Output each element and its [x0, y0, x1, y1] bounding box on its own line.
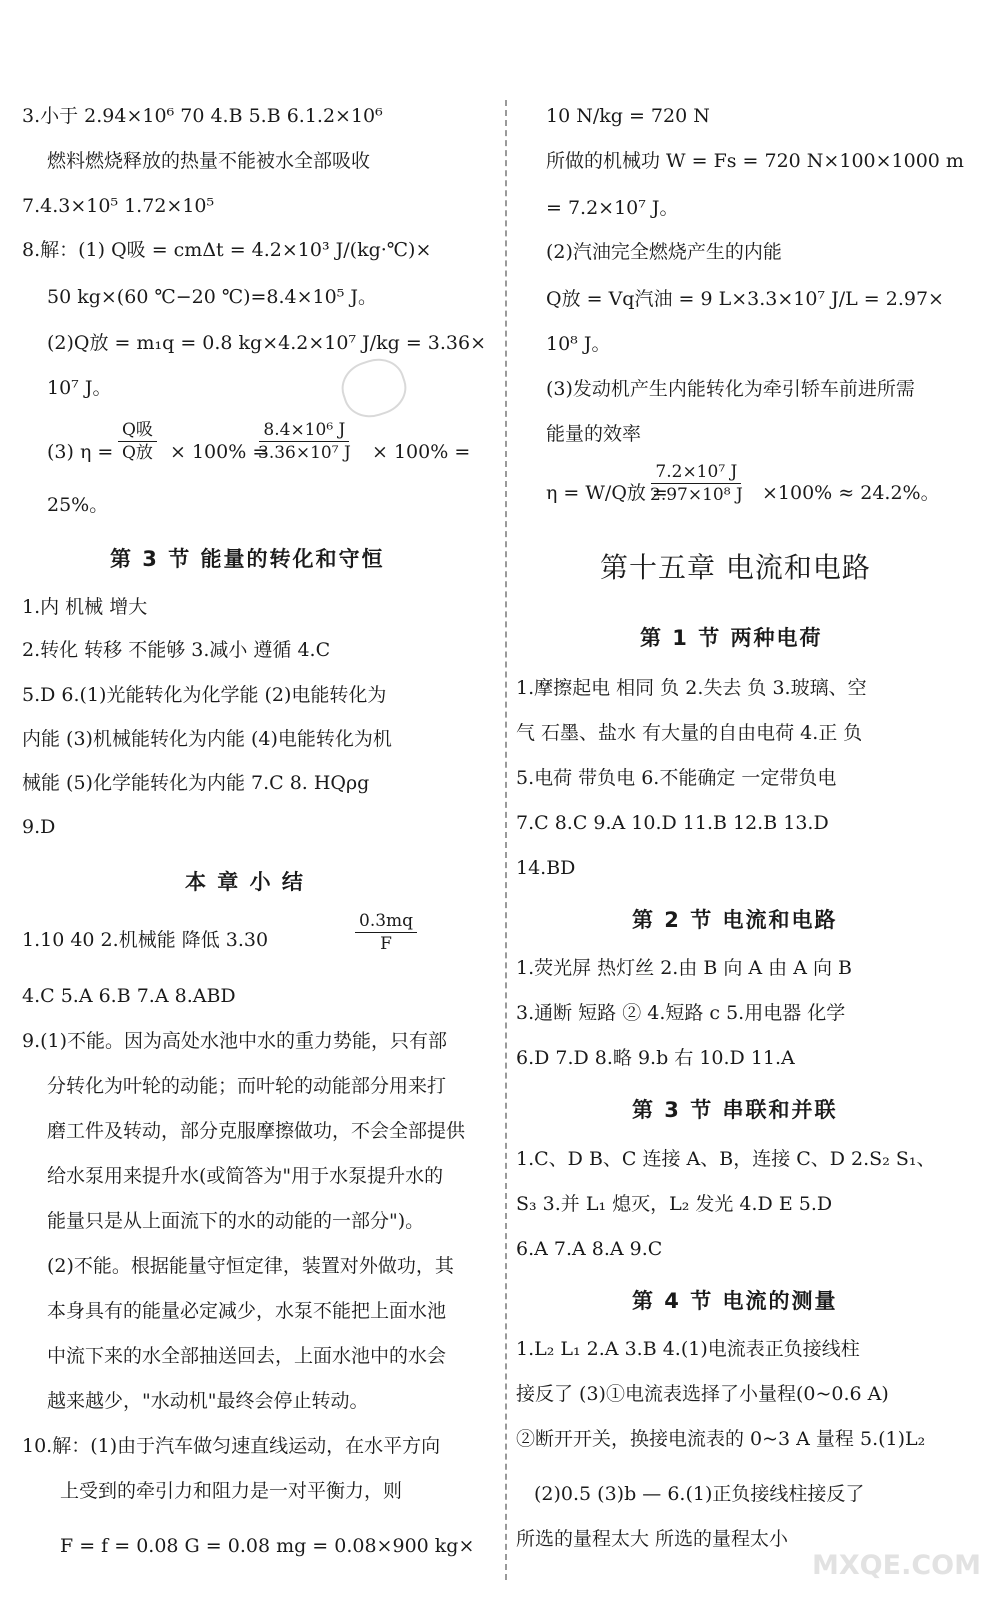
answer-line: 10⁷ J。 [47, 377, 112, 399]
answer-line: 1.荧光屏 热灯丝 2.由 B 向 A 由 A 向 B [516, 957, 852, 979]
formula-tail: × 100% = [372, 441, 471, 463]
fraction-efficiency [650, 462, 743, 505]
answer-line: (2)Q放 = m₁q = 0.8 kg×4.2×10⁷ J/kg = 3.36× [47, 332, 487, 354]
answer-line: 能量只是从上面流下的水的动能的一部分")。 [47, 1210, 425, 1232]
answer-line: 1.10 40 2.机械能 降低 3.30 [22, 929, 269, 951]
fraction-denominator: 3.36×10⁷ J [258, 443, 351, 463]
answer-line: S₃ 3.并 L₁ 熄灭，L₂ 发光 4.D E 5.D [516, 1193, 833, 1215]
section-title: 第 3 节 能量的转化和守恒 [110, 547, 385, 571]
answer-line: Q放 = Vq汽油 = 9 L×3.3×10⁷ J/L = 2.97× [546, 288, 944, 310]
fraction-denominator: F [380, 934, 392, 954]
answer-line: 内能 (3)机械能转化为内能 (4)电能转化为机 [22, 728, 392, 750]
answer-line: 接反了 (3)①电流表选择了小量程(0~0.6 A) [516, 1383, 889, 1405]
answer-line: F = f = 0.08 G = 0.08 mg = 0.08×900 kg× [60, 1535, 475, 1557]
answer-line: 6.D 7.D 8.略 9.b 右 10.D 11.A [516, 1047, 795, 1069]
answer-line: 10.解：(1)由于汽车做匀速直线运动，在水平方向 [22, 1435, 441, 1457]
answer-line: 2.转化 转移 不能够 3.减小 遵循 4.C [22, 639, 331, 661]
answer-line: 1.摩擦起电 相同 负 2.失去 负 3.玻璃、空 [516, 677, 867, 699]
section-title: 第 1 节 两种电荷 [640, 626, 823, 650]
fraction-numerator: 0.3mq [355, 911, 417, 933]
answer-line: (2)汽油完全燃烧产生的内能 [546, 241, 782, 263]
answer-line: 10 N/kg = 720 N [546, 105, 710, 127]
section-title: 第 2 节 电流和电路 [632, 908, 838, 932]
answer-line: 1.内 机械 增大 [22, 596, 148, 618]
answer-line: 越来越少，"水动机"最终会停止转动。 [47, 1390, 369, 1412]
answer-line: 7.4.3×10⁵ 1.72×10⁵ [22, 195, 215, 217]
summary-title: 本 章 小 结 [185, 870, 305, 894]
right-column [512, 0, 996, 1600]
section-title: 第 4 节 电流的测量 [632, 1289, 838, 1313]
watermark-logo [812, 1530, 981, 1588]
answer-line: (2)不能。根据能量守恒定律，装置对外做功，其 [47, 1255, 454, 1277]
answer-line: = 7.2×10⁷ J。 [546, 197, 679, 219]
formula-mid: × 100% = [170, 441, 269, 463]
answer-line: 1.C、D B、C 连接 A、B，连接 C、D 2.S₂ S₁、 [516, 1148, 936, 1170]
fraction-values [258, 420, 351, 463]
answer-line: 所选的量程太大 所选的量程太小 [516, 1528, 789, 1550]
answer-line: 所做的机械功 W = Fs = 720 N×100×1000 m [546, 150, 964, 172]
answer-line: 9.D [22, 816, 56, 838]
fraction-numerator: 7.2×10⁷ J [651, 462, 741, 484]
watermark-text: MXQE.COM [812, 1550, 981, 1581]
column-divider [505, 100, 507, 1580]
answer-line: 械能 (5)化学能转化为内能 7.C 8. HQρg [22, 772, 370, 794]
answer-line: 气 石墨、盐水 有大量的自由电荷 4.正 负 [516, 722, 863, 744]
answer-line: 能量的效率 [546, 423, 642, 445]
answer-line: 10⁸ J。 [546, 333, 611, 355]
section-title: 第 3 节 串联和并联 [632, 1098, 838, 1122]
answer-line: 8.解：(1) Q吸 = cmΔt = 4.2×10³ J/(kg·℃)× [22, 239, 432, 261]
answer-line: 中流下来的水全部抽送回去，上面水池中的水会 [47, 1345, 447, 1367]
fraction-numerator: Q吸 [118, 420, 157, 442]
answer-line: 14.BD [516, 857, 576, 879]
chapter-title: 第十五章 电流和电路 [600, 551, 871, 584]
answer-line: (3)发动机产生内能转化为牵引轿车前进所需 [546, 378, 915, 400]
answer-line: 上受到的牵引力和阻力是一对平衡力，则 [60, 1480, 403, 1502]
answer-line: 5.D 6.(1)光能转化为化学能 (2)电能转化为 [22, 684, 387, 706]
answer-line: ②断开开关，换接电流表的 0~3 A 量程 5.(1)L₂ [516, 1428, 926, 1450]
stamp-mark [335, 351, 413, 424]
answer-line: 本身具有的能量必定减少，水泵不能把上面水池 [47, 1300, 447, 1322]
answer-line: 给水泵用来提升水(或简答为"用于水泵提升水的 [47, 1165, 444, 1187]
answer-line: 7.C 8.C 9.A 10.D 11.B 12.B 13.D [516, 812, 829, 834]
answer-line: 9.(1)不能。因为高处水池中水的重力势能，只有部 [22, 1030, 448, 1052]
answer-line: 6.A 7.A 8.A 9.C [516, 1238, 663, 1260]
answer-line: 3.小于 2.94×10⁶ 70 4.B 5.B 6.1.2×10⁶ [22, 105, 383, 127]
answer-line: 分转化为叶轮的动能；而叶轮的动能部分用来打 [47, 1075, 447, 1097]
fraction-denominator: Q放 [122, 443, 153, 463]
answer-line: 25%。 [47, 494, 109, 516]
answer-line: 5.电荷 带负电 6.不能确定 一定带负电 [516, 767, 837, 789]
formula-lead: (3) η = [47, 441, 114, 463]
fraction-answer [355, 911, 417, 954]
answer-line: (2)0.5 (3)b — 6.(1)正负接线柱接反了 [534, 1483, 865, 1505]
answer-line: 4.C 5.A 6.B 7.A 8.ABD [22, 985, 236, 1007]
fraction-q-ratio [118, 420, 157, 463]
answer-line: 1.L₂ L₁ 2.A 3.B 4.(1)电流表正负接线柱 [516, 1338, 860, 1360]
answer-line: 燃料燃烧释放的热量不能被水全部吸收 [47, 150, 371, 172]
answer-line: 3.通断 短路 ② 4.短路 c 5.用电器 化学 [516, 1002, 846, 1024]
fraction-numerator: 8.4×10⁶ J [259, 420, 349, 442]
answer-line: 磨工件及转动，部分克服摩擦做功，不会全部提供 [47, 1120, 466, 1142]
answer-line: 50 kg×(60 ℃−20 ℃)=8.4×10⁵ J。 [47, 286, 378, 308]
formula-lead: η = W/Q放 = [546, 482, 668, 504]
formula-tail: ×100% ≈ 24.2%。 [762, 482, 940, 504]
fraction-denominator: 2.97×10⁸ J [650, 485, 743, 505]
